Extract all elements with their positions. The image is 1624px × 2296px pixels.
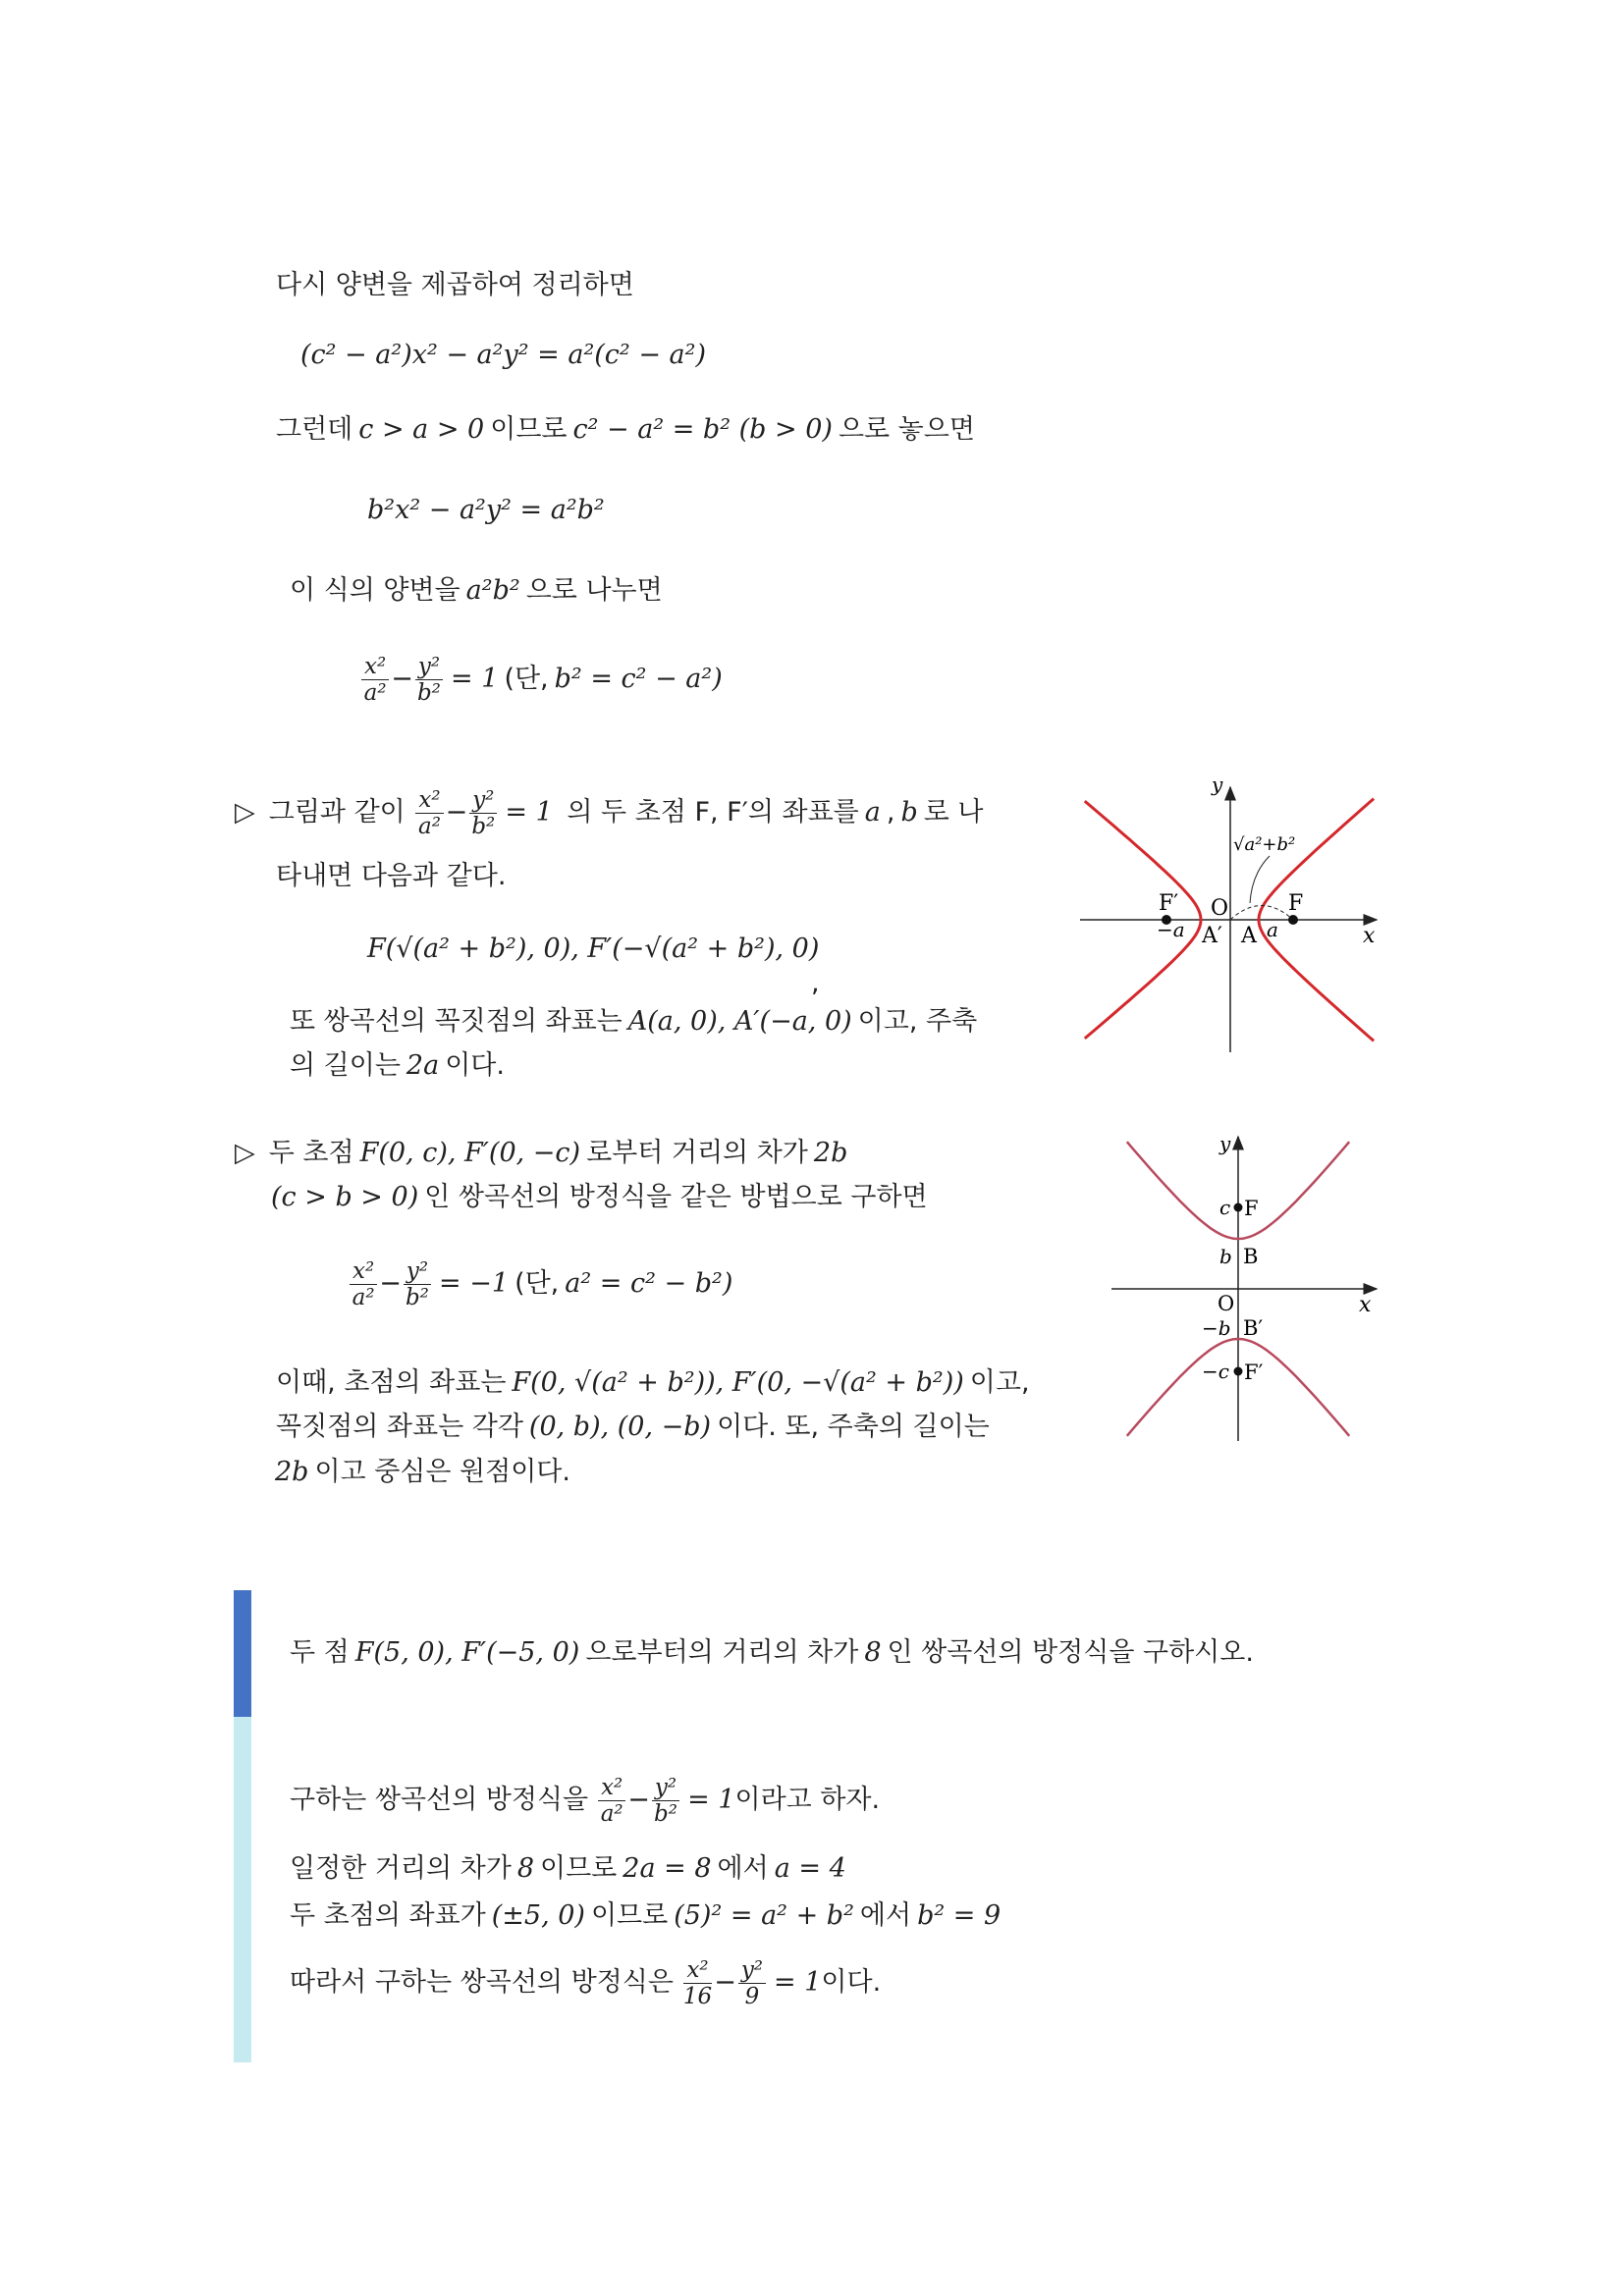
solution-line (290, 1899, 1006, 1933)
text: a² (600, 1801, 623, 1827)
solution-line (290, 1761, 880, 1840)
text: 2b (275, 1457, 309, 1487)
hyperbola-graph-horizontal (1070, 775, 1404, 1070)
Ap-label: A′ (1202, 924, 1222, 948)
text: 꼭짓점의 좌표는 각각 (276, 1412, 523, 1442)
text-line (235, 1137, 853, 1170)
text: = 1 (505, 797, 553, 828)
text: = 1 (774, 1967, 822, 1998)
text: 이므로 (540, 1853, 618, 1884)
Fp-label: F′ (1244, 1361, 1264, 1384)
comma: , (811, 968, 820, 998)
text: 이때, 초점의 좌표는 (276, 1367, 507, 1398)
text: b² (416, 680, 441, 706)
text: − (714, 1967, 736, 1998)
triangle-bullet-icon: ▷ (235, 797, 255, 828)
text: a² (352, 1285, 375, 1310)
text-line (290, 1049, 505, 1083)
text-line (276, 1366, 1030, 1400)
text: 이고, (969, 1367, 1030, 1398)
text: y² (404, 1258, 431, 1285)
math: − (391, 664, 413, 694)
text: 두 초점 (268, 1138, 354, 1168)
text: a (864, 797, 881, 828)
text-line (290, 1005, 977, 1039)
text: 그림과 같이 (268, 797, 406, 828)
text: , (886, 797, 895, 828)
math: a²b² (465, 575, 520, 606)
text: 8 (864, 1637, 882, 1668)
y-label: y (1212, 775, 1223, 796)
fraction (598, 1775, 625, 1827)
text: b² (471, 814, 496, 839)
problem-question (290, 1636, 1254, 1670)
F-label: F (1244, 1197, 1259, 1220)
focus-F-dot (1288, 915, 1298, 925)
text: x² (598, 1775, 625, 1801)
fraction (738, 1957, 766, 2009)
A-label: A (1241, 924, 1257, 948)
text: 으로 나누면 (525, 575, 663, 606)
text-line (271, 1181, 928, 1214)
Bp-label: B′ (1243, 1316, 1264, 1340)
equation (361, 494, 611, 527)
text: 이고, 주축 (857, 1006, 978, 1037)
text: F(0, c), F′(0, −c) (359, 1138, 581, 1168)
text: 16 (682, 1984, 713, 2009)
text-line (290, 574, 663, 608)
problem-marker-bar (234, 1590, 251, 1717)
fraction (415, 654, 443, 706)
y-label: y (1219, 1132, 1231, 1155)
text: 또 쌍곡선의 꼭짓점의 좌표는 (290, 1006, 623, 1037)
text: 2a = 8 (623, 1853, 712, 1884)
text-line: 다시 양변을 제곱하여 정리하면 (276, 270, 634, 300)
math: b² = c² − a²) (554, 664, 723, 694)
text-line (235, 774, 983, 852)
math: = 1 (451, 664, 499, 694)
text: − (445, 797, 468, 828)
text: 구하는 쌍곡선의 방정식을 (290, 1785, 589, 1815)
text: 이므로 (590, 1900, 669, 1931)
text: 2a (406, 1050, 440, 1081)
text: 이라고 하자. (734, 1785, 881, 1815)
text: (단, (514, 1268, 560, 1299)
text: a² (417, 814, 441, 839)
sqrt-label: √a²+b² (1233, 834, 1296, 855)
text: 따라서 구하는 쌍곡선의 방정식은 (290, 1967, 674, 1998)
leader-line (1250, 856, 1270, 903)
text: 8 (516, 1853, 535, 1884)
text: 으로부터의 거리의 차가 (585, 1637, 859, 1668)
triangle-bullet-icon: ▷ (235, 1138, 255, 1168)
c-label: c (1219, 1196, 1231, 1219)
F-label: F (1288, 891, 1304, 916)
text-line (271, 1456, 570, 1489)
text: x² (350, 1258, 377, 1285)
text: 로 나 (923, 797, 984, 828)
text: a² = c² − b²) (565, 1268, 733, 1299)
b-label: b (1219, 1245, 1232, 1268)
text: y² (415, 654, 443, 680)
fraction (415, 787, 443, 839)
neg-c-label: −c (1202, 1360, 1229, 1383)
solution-line (290, 1944, 881, 2022)
equation (361, 933, 825, 966)
text: 이고 중심은 원점이다. (314, 1457, 570, 1487)
text: x² (415, 787, 443, 814)
equation (295, 339, 712, 372)
text: 두 초점의 좌표가 (290, 1900, 486, 1931)
text: − (379, 1268, 402, 1299)
text: 2b (813, 1138, 848, 1168)
text: 일정한 거리의 차가 (290, 1853, 512, 1884)
text: F(5, 0), F′(−5, 0) (354, 1637, 580, 1668)
text: (±5, 0) (491, 1900, 585, 1931)
text: 에서 (859, 1900, 912, 1931)
hyperbola-graph-vertical (1110, 1129, 1404, 1463)
text: 이므로 (490, 414, 568, 445)
text: 그런데 (276, 414, 353, 445)
fraction (404, 1258, 431, 1310)
text: b² = 9 (917, 1900, 1001, 1931)
text: x² (361, 654, 389, 680)
text: − (627, 1785, 650, 1815)
text: y² (738, 1957, 766, 1984)
math: c² − a² = b² (b > 0) (572, 414, 833, 445)
math: b²x² − a²y² = a²b² (367, 495, 605, 525)
focus-F-dot (1234, 1203, 1243, 1212)
text: A(a, 0), A′(−a, 0) (627, 1006, 852, 1037)
math: F(√(a² + b²), 0), F′(−√(a² + b²), 0) (367, 934, 820, 964)
B-label: B (1243, 1245, 1259, 1268)
fraction (361, 654, 389, 706)
origin-label: O (1218, 1292, 1235, 1315)
text: (5)² = a² + b² (674, 1900, 854, 1931)
equation (359, 640, 729, 719)
text: 의 두 초점 F, F′의 좌표를 (567, 797, 859, 828)
text: (단, (504, 664, 549, 694)
x-label: x (1363, 924, 1376, 948)
text: 의 길이는 (290, 1050, 401, 1081)
text: b (900, 797, 918, 828)
math: (c² − a²)x² − a²y² = a²(c² − a²) (300, 340, 706, 370)
neg-b-label: −b (1202, 1316, 1231, 1340)
text: 9 (744, 1984, 760, 2009)
text: y² (652, 1775, 679, 1801)
text: b² (405, 1285, 429, 1310)
text: 인 쌍곡선의 방정식을 같은 방법으로 구하면 (424, 1182, 928, 1212)
text: 로부터 거리의 차가 (586, 1138, 808, 1168)
focus-Fp-dot (1234, 1367, 1243, 1376)
fraction (469, 787, 497, 839)
text: x² (683, 1957, 711, 1984)
text: y² (469, 787, 497, 814)
text: 에서 (717, 1853, 769, 1884)
text: 이다. 또, 주축의 길이는 (717, 1412, 990, 1442)
text: = −1 (439, 1268, 510, 1299)
origin-label: O (1211, 896, 1229, 921)
fraction (350, 1258, 377, 1310)
text-line: 타내면 다음과 같다. (276, 861, 507, 891)
text-line (276, 1411, 990, 1444)
text: = 1 (687, 1785, 735, 1815)
text: 두 점 (290, 1637, 350, 1668)
text: 인 쌍곡선의 방정식을 구하시오. (887, 1637, 1254, 1668)
text: 이다. (821, 1967, 882, 1998)
equation (348, 1245, 738, 1323)
text: F(0, √(a² + b²)), F′(0, −√(a² + b²)) (512, 1367, 964, 1398)
text: b² (654, 1801, 677, 1827)
text: a² (363, 680, 387, 706)
Fp-label: F′ (1159, 891, 1179, 916)
text: a = 4 (774, 1853, 846, 1884)
solution-marker-bar (234, 1717, 251, 2062)
text-line (276, 413, 975, 447)
fraction (652, 1775, 679, 1827)
text: (c > b > 0) (271, 1182, 419, 1212)
text: (0, b), (0, −b) (528, 1412, 712, 1442)
solution-line (290, 1852, 852, 1886)
x-label: x (1359, 1293, 1372, 1317)
text: 으로 놓으면 (838, 414, 975, 445)
a-label: a (1267, 918, 1278, 941)
math: c > a > 0 (358, 414, 485, 445)
text: 이다. (445, 1050, 505, 1081)
fraction (683, 1957, 712, 2009)
text: 이 식의 양변을 (290, 575, 460, 606)
neg-a-label: −a (1157, 918, 1185, 941)
